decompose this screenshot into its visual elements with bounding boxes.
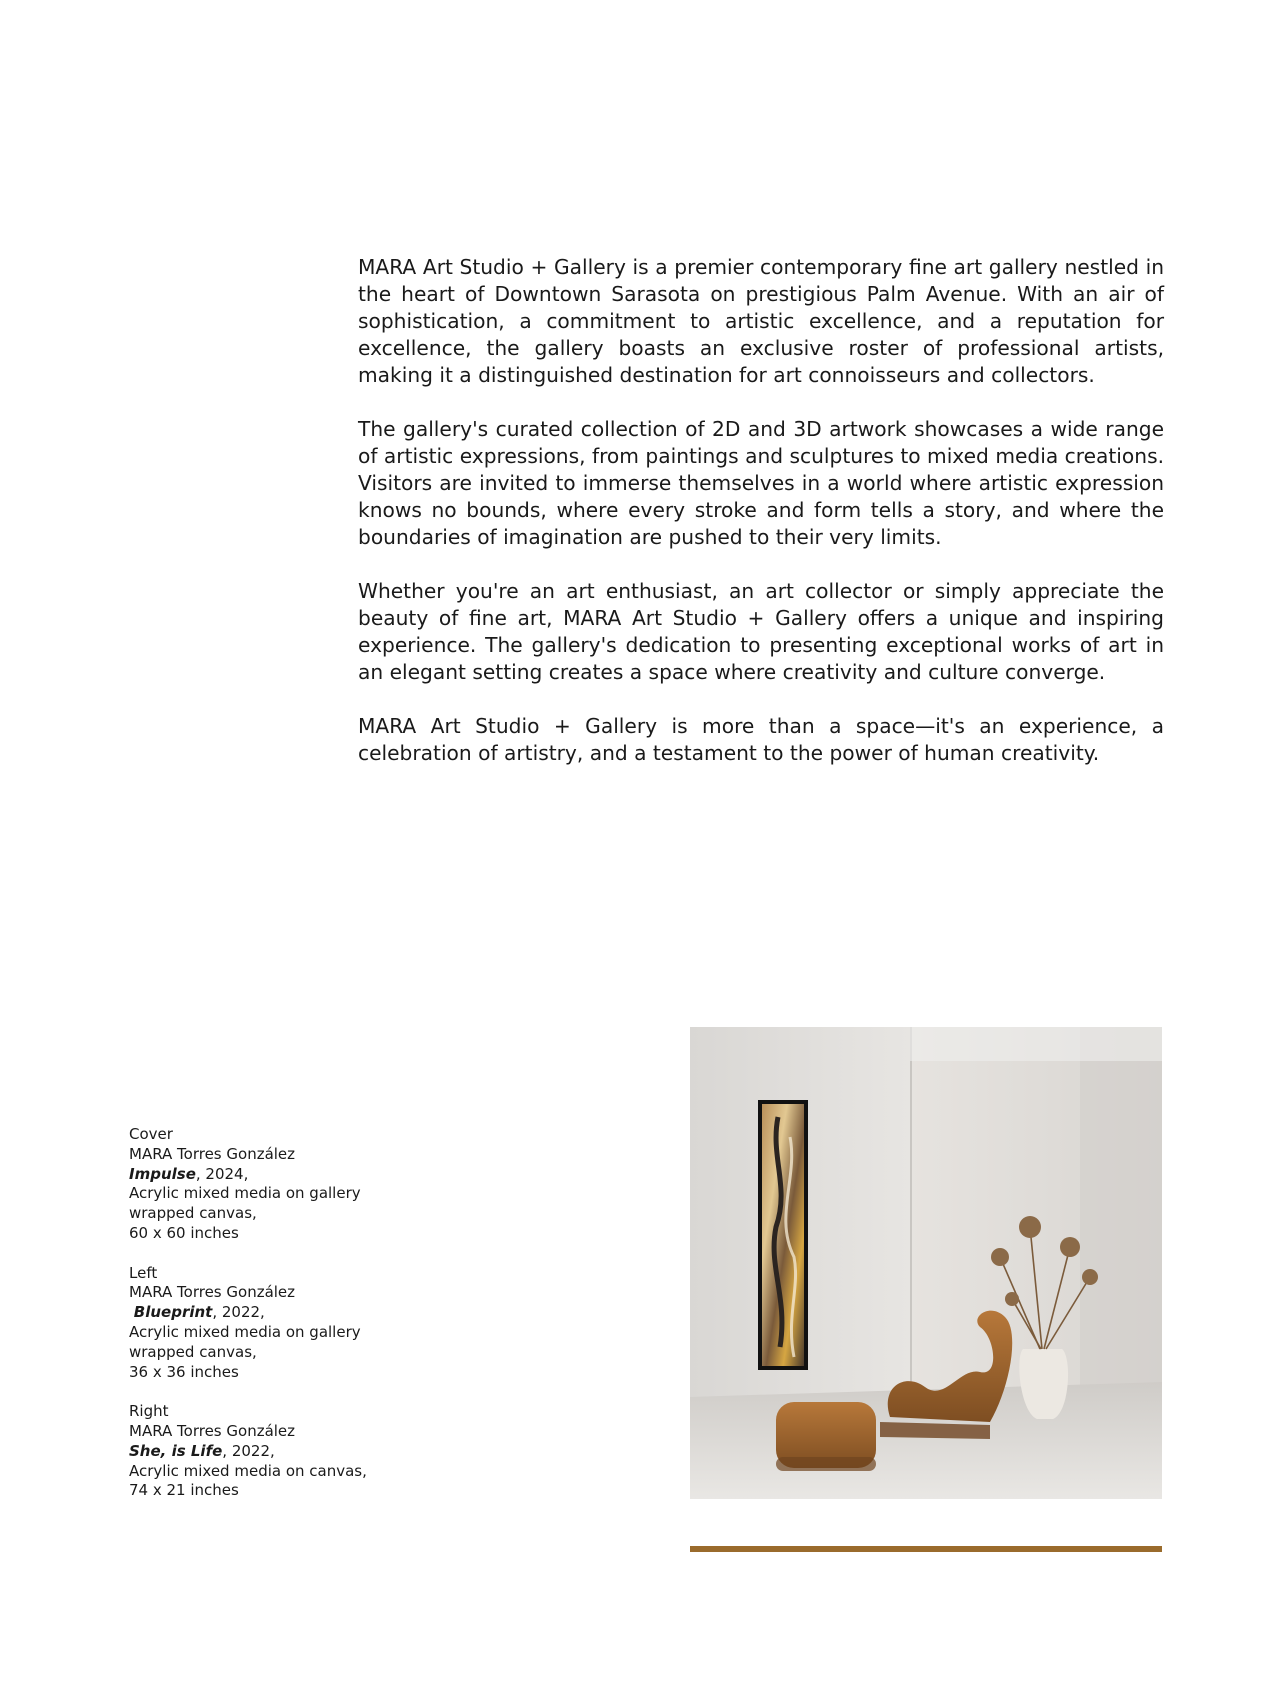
caption-medium-cont: wrapped canvas, — [129, 1342, 257, 1361]
caption-position: Right — [129, 1402, 169, 1421]
accent-rule — [690, 1546, 1162, 1552]
caption-medium: Acrylic mixed media on gallery — [129, 1322, 361, 1341]
caption-position: Left — [129, 1263, 158, 1282]
caption-size: 60 x 60 inches — [129, 1223, 239, 1242]
intro-paragraph-4: MARA Art Studio + Gallery is more than a space—it's an experience, a celebration of artistry, and a testament to the power of human creativity. — [358, 714, 1164, 765]
caption-title-line — [129, 1303, 389, 1323]
artwork-captions — [129, 1125, 389, 1521]
intro-paragraph-1: MARA Art Studio + Gallery is a premier contemporary fine art gallery nestled in the heart of Downtown Sarasota on prestigious Palm Avenue. With an air of sophistication, a commitment to artistic excellence, and a reputation for excellence, the gallery boasts an exclusive roster of professional artists, making it a distinguished destination for art connoisseurs and collectors. — [358, 255, 1164, 387]
caption-artist: MARA Torres González — [129, 1421, 296, 1440]
intro-paragraph-3: Whether you're an art enthusiast, an art collector or simply appreciate the beauty of fine art, MARA Art Studio + Gallery offers a unique and inspiring experience. The gallery's dedication to presenting exceptional works of art in an elegant setting creates a space where creativity and culture converge. — [358, 579, 1164, 684]
caption-medium-cont: wrapped canvas, — [129, 1204, 257, 1223]
caption-position: Cover — [129, 1125, 173, 1143]
caption-year: , 2024, — [195, 1164, 249, 1183]
intro-paragraph-2: The gallery's curated collection of 2D and 3D artwork showcases a wide range of artistic expressions, from paintings and sculptures to mixed media creations. Visitors are invited to immerse themselves in a world where artistic expression knows no bounds, where every stroke and form tells a story, and where the boundaries of imagination are pushed to their very limits. — [358, 417, 1164, 549]
caption-artist: MARA Torres González — [129, 1283, 296, 1302]
caption-size: 36 x 36 inches — [129, 1362, 239, 1381]
gallery-intro — [358, 254, 1164, 794]
caption-title-line — [129, 1165, 389, 1185]
caption-title: She, is Life — [129, 1441, 223, 1460]
caption-artist: MARA Torres González — [129, 1144, 296, 1163]
caption-medium: Acrylic mixed media on gallery — [129, 1184, 361, 1203]
caption-year: , 2022, — [212, 1303, 265, 1322]
caption-right — [129, 1402, 389, 1501]
caption-year: , 2022, — [222, 1441, 275, 1460]
caption-title-line — [129, 1442, 389, 1462]
caption-left — [129, 1264, 389, 1383]
caption-medium: Acrylic mixed media on canvas, — [129, 1461, 367, 1480]
gallery-interior-photo — [690, 1027, 1162, 1499]
caption-title: Impulse — [129, 1164, 196, 1183]
caption-cover — [129, 1125, 389, 1244]
caption-title: Blueprint — [133, 1303, 213, 1322]
caption-size: 74 x 21 inches — [129, 1481, 239, 1500]
